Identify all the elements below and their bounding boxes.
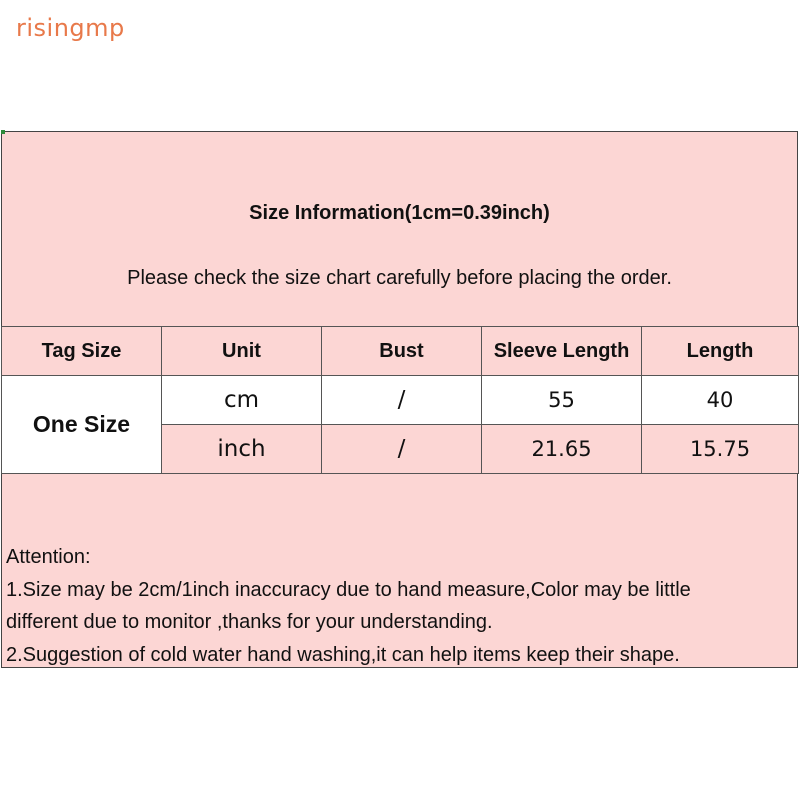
length-cell: 15.75 xyxy=(642,425,799,474)
attention-notes xyxy=(6,541,793,671)
size-info-card xyxy=(1,131,798,668)
tag-size-cell: One Size xyxy=(2,376,162,474)
size-info-title: Size Information(1cm=0.39inch) xyxy=(249,202,550,224)
table-row xyxy=(2,376,799,425)
unit-cell: cm xyxy=(162,376,322,425)
unit-cell: inch xyxy=(162,425,322,474)
sleeve-length-cell: 55 xyxy=(482,376,642,425)
table-header-row xyxy=(2,327,799,376)
attention-line: different due to monitor ,thanks for your understanding. xyxy=(6,611,493,633)
length-cell: 40 xyxy=(642,376,799,425)
brand-watermark: risingmp xyxy=(16,14,125,42)
corner-mark xyxy=(1,130,5,134)
sleeve-length-cell: 21.65 xyxy=(482,425,642,474)
size-table xyxy=(1,326,799,474)
header-tag-size: Tag Size xyxy=(2,327,162,376)
header-sleeve-length: Sleeve Length xyxy=(482,327,642,376)
bust-cell: / xyxy=(322,376,482,425)
size-info-subtitle: Please check the size chart carefully before placing the order. xyxy=(127,267,672,289)
attention-heading: Attention: xyxy=(6,546,91,568)
header-unit: Unit xyxy=(162,327,322,376)
header-length: Length xyxy=(642,327,799,376)
attention-line: 1.Size may be 2cm/1inch inaccuracy due to hand measure,Color may be little xyxy=(6,578,691,601)
bust-cell: / xyxy=(322,425,482,474)
header-bust: Bust xyxy=(322,327,482,376)
attention-line: 2.Suggestion of cold water hand washing,it can help items keep their shape. xyxy=(6,643,680,666)
